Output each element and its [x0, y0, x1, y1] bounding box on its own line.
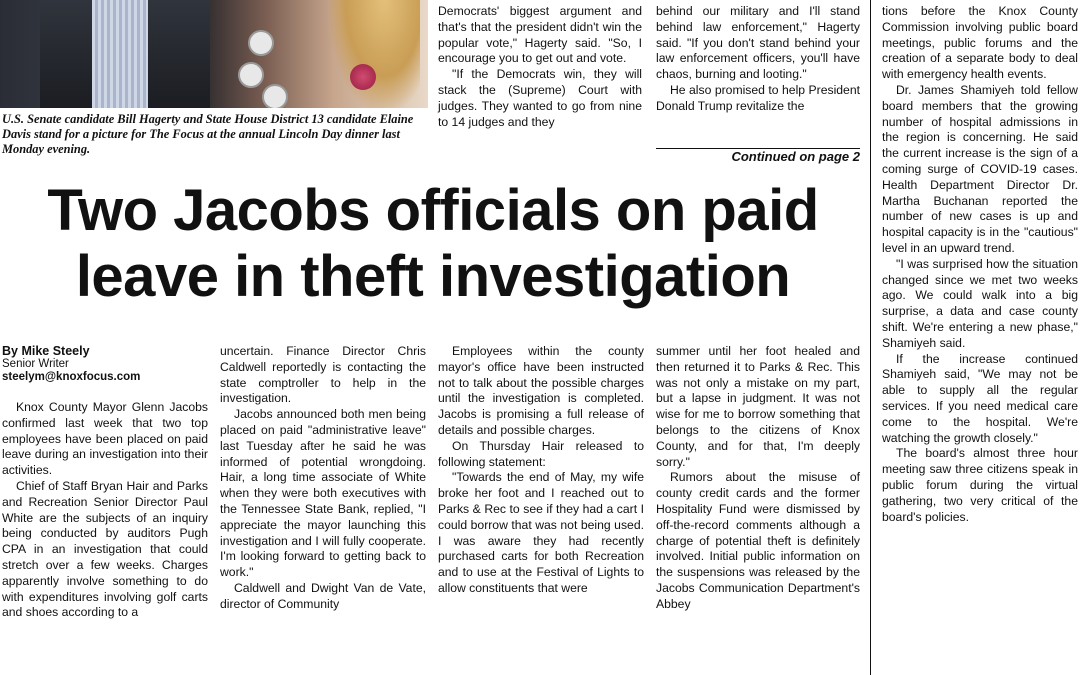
paragraph: The board's almost three hour meeting saw three citizens speak in public forum during the virtual gathering, two very critical of the board's policies.	[882, 446, 1078, 524]
author-name: By Mike Steely	[2, 344, 90, 358]
jacobs-column-4	[656, 344, 860, 613]
paragraph: On Thursday Hair released to following statement:	[438, 438, 644, 469]
paragraph: uncertain. Finance Director Chris Caldwell reportedly is contacting the state comptroller to help in the investigation.	[220, 344, 426, 406]
headline-line-2: leave in theft investigation	[75, 244, 791, 309]
paragraph: Jacobs announced both men being placed on paid "administrative leave" last Tuesday after he said he was informed of potential wrongdoing. Hair, a long time associate of White when they were both executives with the Tennessee State Bank, replied, "I appreciate the mayor launching this investigation and I will fully cooperate. I'm looking forward to getting back to work."	[220, 407, 426, 580]
hagerty-column-2	[656, 4, 860, 115]
headline-line-1: Two Jacobs officials on paid	[47, 178, 819, 243]
paragraph: "I was surprised how the situation changed since we met two weeks ago. We could walk into a big surprise, a data and case county shift. We're entering a new phase," Shamiyeh said.	[882, 256, 1078, 350]
headline	[0, 178, 866, 310]
paragraph: "Towards the end of May, my wife broke her foot and I reached out to Parks & Rec to see if they had a cart I could borrow that was not being used. I was aware they had recently purchased carts for both Recreation and to use at the Festival of Lights to allow constituents that were	[438, 470, 644, 595]
health-column	[882, 4, 1078, 525]
flower-pin-icon	[350, 64, 376, 90]
paragraph: Dr. James Shamiyeh told fellow board members that the growing number of hospital admissions in the region is concerning. He said the current increase is the sign of a coming surge of COVID-19 cases. Health Department Director Dr. Martha Buchanan reported the number of new cases is up and hospital capacity is in the "cautious" level in an upward trend.	[882, 82, 1078, 255]
column-divider	[870, 0, 871, 675]
campaign-button-icon	[262, 84, 288, 108]
paragraph: He also promised to help President Donald Trump revitalize the	[656, 82, 860, 113]
paragraph: Employees within the county mayor's office have been instructed not to talk about the possible charges until the investigation is completed. Jacobs is promising a full release of details and possible charges.	[438, 344, 644, 437]
paragraph: tions before the Knox County Commission involving public board meetings, public forums and the creation of a separate body to deal with emergency health events.	[882, 4, 1078, 82]
jacobs-column-3	[438, 344, 644, 597]
continued-link[interactable]: Continued on page 2	[656, 148, 860, 165]
photo-caption: U.S. Senate candidate Bill Hagerty and State House District 13 candidate Elaine Davis stand for a picture for The Focus at the annual Lincoln Day dinner last Monday evening.	[2, 112, 414, 156]
author-role: Senior Writer	[2, 358, 69, 370]
paragraph: If the increase continued Shamiyeh said, "We may not be able to supply all the regular services. If you need medical care come to the hospital. We're watching the growth closely."	[882, 351, 1078, 445]
paragraph: Knox County Mayor Glenn Jacobs confirmed last week that two top employees have been placed on paid leave during an investigation into their activities.	[2, 400, 208, 478]
photo-hair	[330, 0, 420, 108]
candidates-photo	[0, 0, 428, 108]
hagerty-column-1	[438, 4, 642, 130]
paragraph: Democrats' biggest argument and that's that the president didn't win the popular vote," Hagerty said. "So, I encourage you to get out and vote.	[438, 4, 642, 66]
author-email[interactable]: steelym@knoxfocus.com	[2, 371, 141, 383]
paragraph: behind our military and I'll stand behind law enforcement," Hagerty said. "If you don't stand behind your law enforcement officers, you'll have chaos, burning and looting."	[656, 4, 860, 82]
paragraph: summer until her foot healed and then returned it to Parks & Rec. This was not only a mistake on my part, but a lapse in judgment. It was not wise for me to borrow something that belongs to the citizens of Knox County, and for that, I'm deeply sorry."	[656, 344, 860, 469]
paragraph: Chief of Staff Bryan Hair and Parks and Recreation Senior Director Paul White are the subjects of an inquiry being conducted by auditors Pugh CPA in an investigation that could stretch over a few weeks. Charges apparently involve something to do with expenditures involving golf carts and shoes according to a	[2, 478, 208, 620]
byline	[2, 344, 212, 384]
paragraph: "If the Democrats win, they will stack the (Supreme) Court with judges. They wanted to go from nine to 14 judges and they	[438, 67, 642, 129]
campaign-button-icon	[238, 62, 264, 88]
paragraph: Rumors about the misuse of county credit cards and the former Hospitality Fund were dismissed by off-the-record comments although a charge of potential theft is definitely involved. Initial public information on the suspensions was released by the Jacobs Communication Department's Abbey	[656, 470, 860, 611]
campaign-button-icon	[248, 30, 274, 56]
jacobs-column-1	[2, 400, 208, 621]
photo-shirt	[92, 0, 148, 108]
paragraph: Caldwell and Dwight Van de Vate, director of Community	[220, 580, 426, 611]
jacobs-column-2	[220, 344, 426, 613]
